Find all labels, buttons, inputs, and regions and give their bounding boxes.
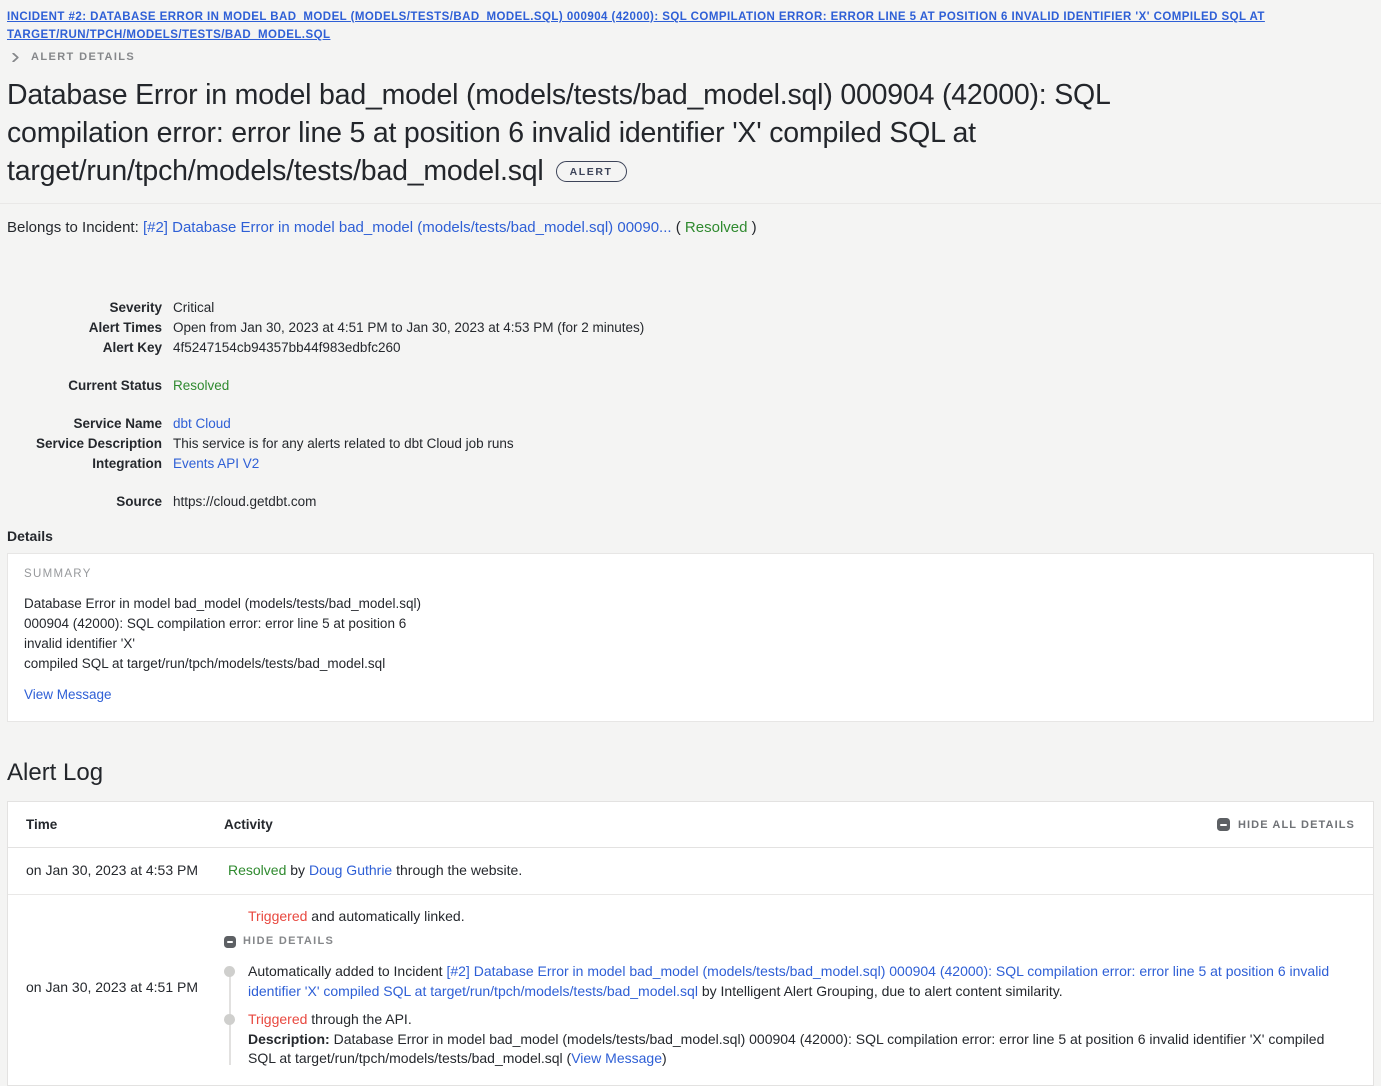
summary-label: SUMMARY (24, 568, 92, 580)
alert-log-heading: Alert Log (7, 759, 104, 786)
field-label: Source (116, 494, 162, 509)
field-value: 4f5247154cb94357bb44f983edbfc260 (173, 340, 401, 355)
field-value: Critical (173, 300, 215, 315)
log-row-triggered (8, 895, 1373, 1085)
paren-open: ( (671, 219, 685, 236)
entry-text: by Intelligent Alert Grouping, due to alert content similarity. (697, 982, 1063, 999)
chevron-right-icon (11, 53, 20, 62)
incident-status: Resolved (684, 219, 748, 236)
summary-line: invalid identifier 'X' (24, 636, 135, 651)
summary-line: compiled SQL at target/run/tpch/models/tests/bad_model.sql (24, 656, 386, 671)
log-time: on Jan 30, 2023 at 4:53 PM (26, 862, 199, 878)
field-severity (7, 298, 1374, 318)
hide-details-label: HIDE DETAILS (243, 935, 335, 947)
details-heading: Details (7, 528, 53, 544)
log-row-resolved (8, 848, 1373, 895)
service-link[interactable]: dbt Cloud (173, 416, 231, 431)
timeline-entry-description (248, 1030, 1344, 1069)
field-integration (7, 454, 1374, 474)
status-triggered: Triggered (248, 908, 308, 924)
timeline-entry (224, 962, 1344, 1001)
field-value: This service is for any alerts related to dbt Cloud job runs (173, 436, 514, 451)
field-value: Open from Jan 30, 2023 at 4:51 PM to Jan 30, 2023 at 4:53 PM (for 2 minutes) (173, 320, 645, 335)
breadcrumb (7, 51, 1374, 63)
activity-text: and automatically linked. (307, 908, 465, 924)
description-text: ) (662, 1050, 667, 1066)
status-triggered: Triggered (248, 1011, 308, 1027)
summary-text (24, 594, 1357, 674)
timeline-entry (224, 1010, 1344, 1069)
hide-all-details-button[interactable] (1217, 818, 1355, 831)
alert-fields (7, 298, 1374, 512)
status-resolved: Resolved (228, 862, 287, 878)
breadcrumb-current: ALERT DETAILS (31, 51, 136, 63)
hide-all-details-label: HIDE ALL DETAILS (1237, 818, 1355, 831)
hide-details-button[interactable] (224, 932, 1373, 951)
field-label: Current Status (68, 378, 162, 393)
column-header-time: Time (26, 817, 58, 832)
alert-log-table (7, 801, 1374, 1086)
description-text: Database Error in model bad_model (models/tests/bad_model.sql) 000904 (42000): SQL compilation error: error line 5 at position 6 invalid identifier 'X' compiled SQL at target/run/tpch/models/tests/bad_model.sql ( (248, 1030, 1325, 1066)
integration-link[interactable]: Events API V2 (173, 456, 260, 471)
field-source (7, 492, 1374, 512)
view-message-link[interactable]: View Message (24, 687, 112, 702)
description-label: Description: (248, 1030, 330, 1047)
field-alert-key (7, 338, 1374, 358)
field-value: https://cloud.getdbt.com (173, 494, 317, 509)
field-label: Integration (92, 456, 162, 471)
field-current-status (7, 376, 1374, 396)
field-label: Service Name (73, 416, 162, 431)
page-title: Database Error in model bad_model (models/tests/bad_model.sql) 000904 (42000): SQL compilation error: error line 5 at position 6 invalid identifier 'X' compiled SQL at target/run/tpch/models/tests/bad_model.sql (7, 79, 1110, 187)
activity-summary (248, 907, 1373, 926)
timeline-dot-icon (224, 1014, 235, 1025)
summary-line: 000904 (42000): SQL compilation error: error line 5 at position 6 (24, 616, 407, 631)
incident-link[interactable]: [#2] Database Error in model bad_model (models/tests/bad_model.sql) 00090... (142, 219, 672, 236)
field-label: Alert Key (102, 340, 162, 355)
log-activity (224, 861, 1373, 880)
view-message-link[interactable]: View Message (571, 1050, 662, 1066)
log-activity (224, 907, 1373, 1069)
collapse-icon (1217, 818, 1230, 831)
entry-text: Automatically added to Incident (248, 963, 447, 979)
timeline-dot-icon (224, 966, 235, 977)
field-alert-times (7, 318, 1374, 338)
timeline-entry-text (248, 1010, 1344, 1030)
log-time: on Jan 30, 2023 at 4:51 PM (26, 979, 199, 996)
breadcrumb-incident-link[interactable]: INCIDENT #2: DATABASE ERROR IN MODEL BAD_MODEL (MODELS/TESTS/BAD_MODEL.SQL) 000904 (42000): SQL COMPILATION ERROR: ERROR LINE 5 AT POSITION 6 INVALID IDENTIFIER 'X' COMPILED SQL AT TARGET/RUN/TPCH/MODELS/TESTS/BAD_MODEL.SQL (7, 11, 1265, 41)
field-label: Alert Times (88, 320, 162, 335)
activity-text: by (286, 862, 309, 878)
title-block (7, 76, 1257, 190)
column-header-activity: Activity (224, 817, 273, 832)
summary-line: Database Error in model bad_model (models/tests/bad_model.sql) (24, 596, 421, 611)
user-link[interactable]: Doug Guthrie (308, 862, 393, 878)
field-service-description (7, 434, 1374, 454)
alert-type-badge: ALERT (556, 161, 627, 182)
current-status-value: Resolved (173, 378, 230, 393)
field-service-name (7, 414, 1374, 434)
field-label: Severity (109, 300, 162, 315)
log-detail-timeline (224, 962, 1373, 1069)
belongs-to-incident (7, 218, 1374, 238)
activity-text: through the website. (392, 862, 523, 878)
alert-log-header (8, 802, 1373, 848)
belongs-label: Belongs to Incident: (7, 219, 143, 236)
incident-link[interactable]: [#2] Database Error in model bad_model (models/tests/bad_model.sql) 000904 (42000): SQL compilation error: error line 5 at position 6 invalid identifier 'X' compiled SQL at target/run/tpch/models/tests/bad_model.sql (248, 963, 1330, 999)
entry-text: through the API. (307, 1011, 412, 1027)
summary-panel (7, 553, 1374, 722)
collapse-icon (224, 936, 236, 948)
paren-close: ) (747, 219, 757, 236)
timeline-entry-text (248, 962, 1344, 1001)
field-label: Service Description (35, 436, 162, 451)
divider (0, 203, 1381, 204)
